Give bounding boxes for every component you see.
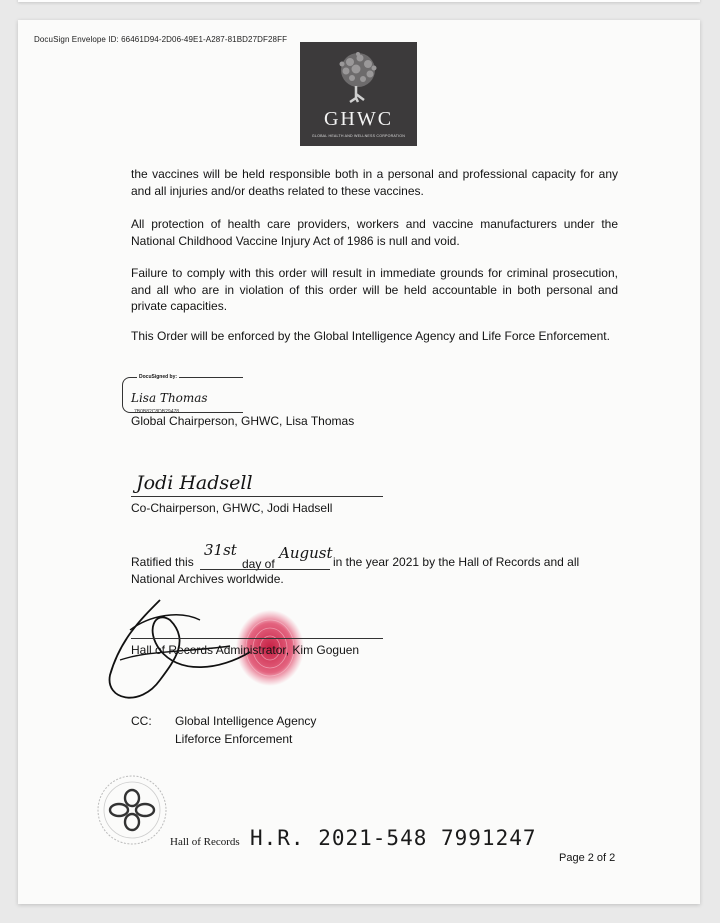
hall-of-records-number: H.R. 2021-548 7991247: [250, 826, 537, 850]
hall-of-records-admin-title: Hall of Records Administrator, Kim Goguen: [131, 643, 360, 657]
co-chair-signature-line: [131, 496, 383, 497]
logo-text: GHWC: [323, 108, 394, 130]
global-chairperson-title: Global Chairperson, GHWC, Lisa Thomas: [131, 414, 355, 428]
previous-page-edge: [18, 0, 700, 2]
paragraph-vaccine-liability: the vaccines will be held responsible both in a personal and professional capacity for any and all injuries and/or deaths related to these vaccines.: [131, 167, 618, 198]
ratified-prefix: Ratified this: [131, 555, 194, 569]
docusign-signature-box: [122, 374, 243, 413]
docusign-envelope-id: DocuSign Envelope ID: 66461D94-2D06-49E1-A287-81BD27DF28FF: [34, 35, 288, 44]
cc-recipient-2: Lifeforce Enforcement: [175, 732, 293, 746]
ratified-date-line: [200, 569, 330, 570]
hall-of-records-footer-label: Hall of Records: [170, 836, 240, 848]
cc-label: CC:: [131, 714, 152, 728]
paragraph-protection-void: All protection of health care providers, workers and vaccine manufacturers under the National Childhood Vaccine Injury Act of 1986 is null and void.: [131, 217, 618, 248]
page-number: Page 2 of 2: [559, 852, 616, 864]
cc-recipient-1: Global Intelligence Agency: [175, 714, 317, 728]
docusign-code: 7B0B82C8DB29478...: [134, 409, 184, 415]
ratified-line-2: National Archives worldwide.: [131, 572, 284, 586]
co-chairperson-title: Co-Chairperson, GHWC, Jodi Hadsell: [131, 501, 333, 515]
ratified-day-handwritten: 31st: [204, 541, 237, 559]
ghwc-logo: [300, 42, 417, 146]
lisa-thomas-signature: Lisa Thomas: [131, 391, 208, 405]
ratified-suffix: in the year 2021 by the Hall of Records and all: [333, 555, 580, 569]
celtic-knot-seal-icon: [92, 772, 172, 850]
paragraph-enforcement: This Order will be enforced by the Global Intelligence Agency and Life Force Enforcement.: [131, 329, 610, 343]
ratified-month-handwritten: August: [279, 544, 333, 562]
document-page: [18, 20, 700, 904]
docusigned-by-label: DocuSigned by:: [139, 374, 178, 380]
hall-of-records-signature-line: [131, 638, 383, 639]
jodi-hadsell-signature: Jodi Hadsell: [136, 472, 253, 494]
logo-subtitle: GLOBAL HEALTH AND WELLNESS CORPORATION: [311, 134, 406, 138]
ratified-day-of: day of: [242, 557, 275, 571]
paragraph-prosecution: Failure to comply with this order will result in immediate grounds for criminal prosecution, and all who are in violation of this order will be held accountable in both personal and private capacities.: [131, 266, 618, 313]
